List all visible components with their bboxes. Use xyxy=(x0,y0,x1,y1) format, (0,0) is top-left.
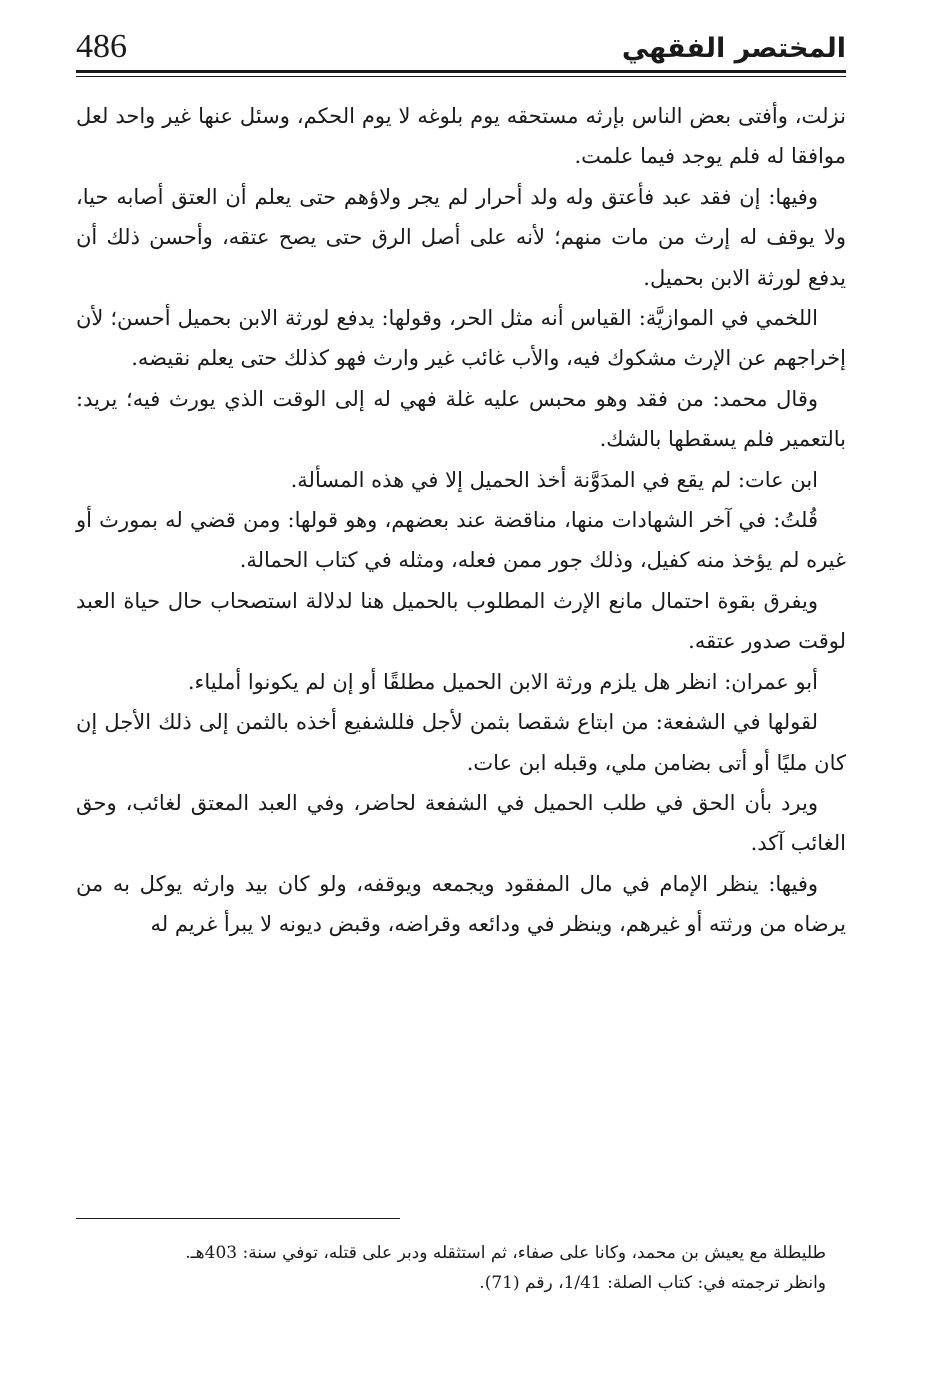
paragraph: ابن عات: لم يقع في المدَوَّنة أخذ الحميل إلا في هذه المسألة. xyxy=(290,467,818,492)
paragraph: وفيها: ينظر الإمام في مال المفقود ويجمعه ويوقفه، ولو كان بيد وارثه يوكل به من يرضاه من ورثته أو غيرهم، وينظر في ودائعه وقراضه، وقبض ديونه لا يبرأ غريم له xyxy=(76,871,846,937)
header-rule-thin xyxy=(76,76,846,77)
footnote-line: وانظر ترجمته في: كتاب الصلة: 1/41، رقم (71). xyxy=(479,1273,826,1293)
paragraph: قُلتُ: في آخر الشهادات منها، مناقضة عند بعضهم، وهو قولها: ومن قضي له بمورث أو غيره لم يؤخذ منه كفيل، وذلك جور ممن فعله، ومثله في كتاب الحمالة. xyxy=(76,508,846,573)
paragraph: ويرد بأن الحق في طلب الحميل في الشفعة لحاضر، وفي العبد المعتق لغائب، وحق الغائب آكد. xyxy=(76,790,846,856)
header-rule-thick xyxy=(76,70,846,73)
running-title: المختصر الفقهي xyxy=(621,33,846,64)
footnotes xyxy=(76,1238,826,1298)
page-number: 486 xyxy=(76,28,127,65)
footnote-separator xyxy=(76,1218,400,1219)
book-page xyxy=(76,26,846,1386)
paragraph: ويفرق بقوة احتمال مانع الإرث المطلوب بالحميل هنا لدلالة استصحاب حال حياة العبد لوقت صدور عتقه. xyxy=(76,588,846,654)
paragraph: اللخمي في الموازيَّة: القياس أنه مثل الحر، وقولها: يدفع لورثة الابن بحميل أحسن؛ لأن إخراجهم عن الإرث مشكوك فيه، والأب غائب غير وارث فهو كذلك حتى يعلم نقيضه. xyxy=(76,306,846,371)
main-text xyxy=(76,96,846,945)
page-header xyxy=(76,26,846,70)
paragraph: وقال محمد: من فقد وهو محبس عليه غلة فهي له إلى الوقت الذي يورث فيه؛ يريد: بالتعمير فلم يسقطها بالشك. xyxy=(76,386,846,452)
paragraph: لقولها في الشفعة: من ابتاع شقصا بثمن لأجل فللشفيع أخذه بالثمن إلى ذلك الأجل إن كان مليًا أو أتى بضامن ملي، وقبله ابن عات. xyxy=(76,710,846,775)
paragraph: وفيها: إن فقد عبد فأعتق وله ولد أحرار لم يجر ولاؤهم حتى يعلم أن العتق أصابه حيا، ولا يوقف له إرث من مات منهم؛ لأنه على أصل الرق حتى يصح عتقه، وأحسن ذلك أن يدفع لورثة الابن بحميل. xyxy=(76,184,846,290)
footnote-line: طليطلة مع يعيش بن محمد، وكانا على صفاء، ثم استثقله ودبر على قتله، توفي سنة: 403هـ. xyxy=(185,1243,826,1263)
paragraph: نزلت، وأفتى بعض الناس بإرثه مستحقه يوم بلوغه لا يوم الحكم، وسئل عنها غير واحد لعل موافقا له فلم يوجد فيما علمت. xyxy=(76,104,846,169)
paragraph: أبو عمران: انظر هل يلزم ورثة الابن الحميل مطلقًا أو إن لم يكونوا أملياء. xyxy=(187,669,818,694)
